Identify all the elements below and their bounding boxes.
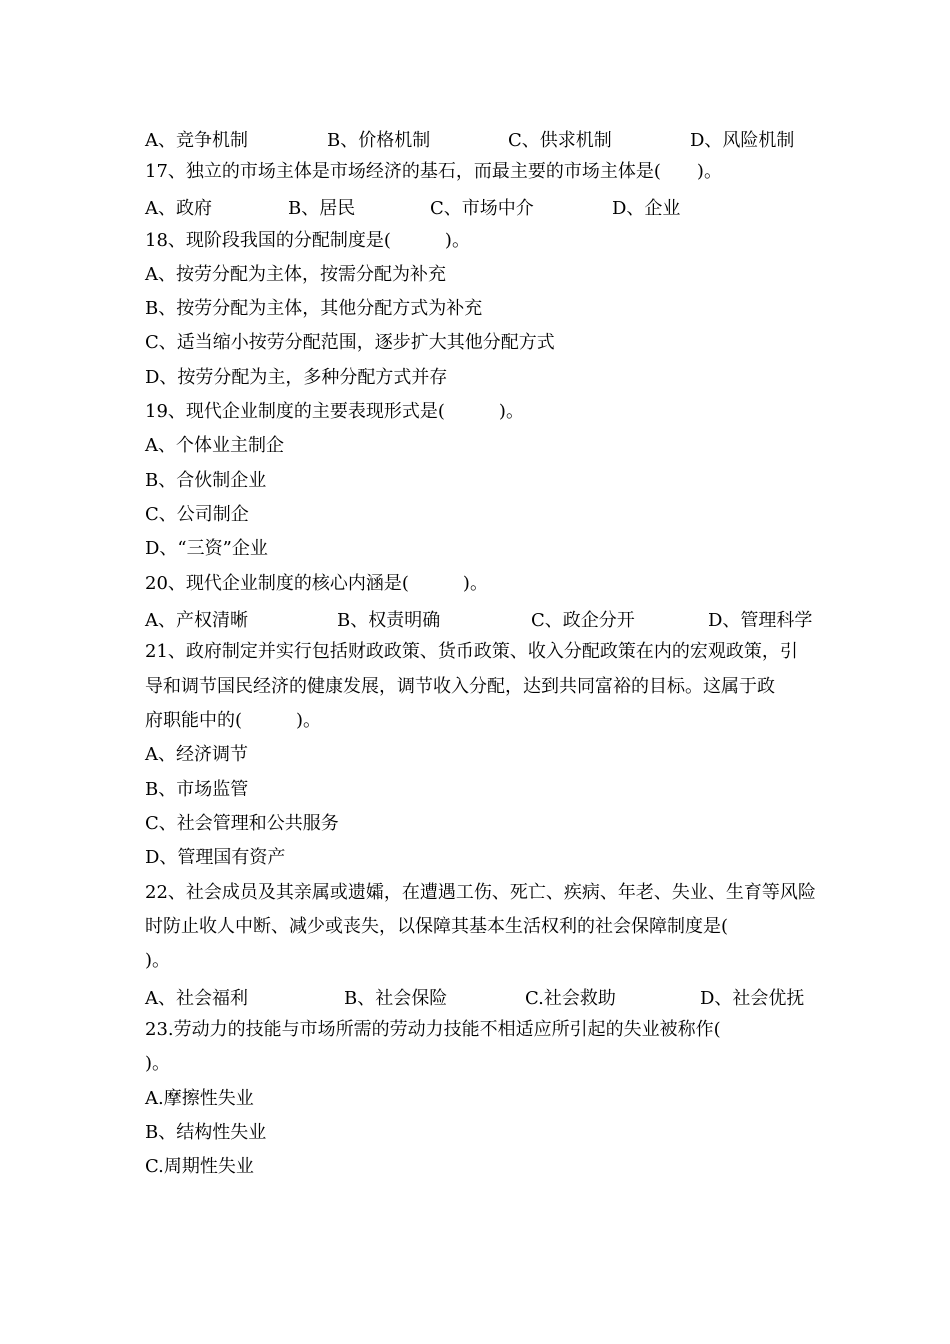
q17-option-b: B、居民 <box>288 198 356 219</box>
q23-option-c: C.周期性失业 <box>145 1156 254 1177</box>
q19-option-d: D、“三资”企业 <box>145 538 268 559</box>
q21-option-c: C、社会管理和公共服务 <box>145 813 339 834</box>
q16-option-d: D、风险机制 <box>690 130 795 151</box>
q20-text: 20、现代企业制度的核心内涵是( )。 <box>145 573 488 594</box>
q22-option-d: D、社会优抚 <box>700 988 805 1009</box>
q18-option-b: B、按劳分配为主体，其他分配方式为补充 <box>145 298 483 319</box>
q22-text-line-2: 时防止收人中断、减少或丧失，以保障其基本生活权利的社会保障制度是( <box>145 916 729 937</box>
q22-text-line-1: 22、社会成员及其亲属或遗孀，在遭遇工伤、死亡、疾病、年老、失业、生育等风险 <box>145 882 816 903</box>
q22-option-a: A、社会福利 <box>145 988 248 1009</box>
q21-option-b: B、市场监管 <box>145 779 249 800</box>
q17-text: 17、独立的市场主体是市场经济的基石，而最主要的市场主体是( )。 <box>145 161 722 182</box>
q17-option-d: D、企业 <box>612 198 681 219</box>
q22-text-line-3: )。 <box>145 950 171 971</box>
q17-option-c: C、市场中介 <box>430 198 534 219</box>
q19-text: 19、现代企业制度的主要表现形式是( )。 <box>145 401 524 422</box>
q21-option-a: A、经济调节 <box>145 744 248 765</box>
q21-text-line-3: 府职能中的( )。 <box>145 710 322 731</box>
q20-option-d: D、管理科学 <box>708 610 813 631</box>
q19-option-a: A、个体业主制企 <box>145 435 284 456</box>
q19-option-c: C、公司制企 <box>145 504 249 525</box>
q18-option-d: D、按劳分配为主，多种分配方式并存 <box>145 367 448 388</box>
q21-option-d: D、管理国有资产 <box>145 847 286 868</box>
q19-option-b: B、合伙制企业 <box>145 470 267 491</box>
q23-text-line-2: )。 <box>145 1053 171 1074</box>
q20-option-a: A、产权清晰 <box>145 610 248 631</box>
q18-option-c: C、适当缩小按劳分配范围，逐步扩大其他分配方式 <box>145 332 555 353</box>
q17-option-a: A、政府 <box>145 198 212 219</box>
q16-option-c: C、供求机制 <box>508 130 612 151</box>
q23-text-line-1: 23.劳动力的技能与市场所需的劳动力技能不相适应所引起的失业被称作( <box>145 1019 721 1040</box>
q18-text: 18、现阶段我国的分配制度是( )。 <box>145 230 470 251</box>
q16-option-a: A、竞争机制 <box>145 130 248 151</box>
q23-option-a: A.摩擦性失业 <box>145 1088 254 1109</box>
q22-option-c: C.社会救助 <box>525 988 616 1009</box>
q16-option-b: B、价格机制 <box>327 130 431 151</box>
q20-option-b: B、权责明确 <box>337 610 441 631</box>
q22-option-b: B、社会保险 <box>344 988 448 1009</box>
q20-option-c: C、政企分开 <box>531 610 635 631</box>
q23-option-b: B、结构性失业 <box>145 1122 267 1143</box>
q21-text-line-2: 导和调节国民经济的健康发展，调节收入分配，达到共同富裕的目标。这属于政 <box>145 676 775 697</box>
q21-text-line-1: 21、政府制定并实行包括财政政策、货币政策、收入分配政策在内的宏观政策，引 <box>145 641 798 662</box>
q18-option-a: A、按劳分配为主体，按需分配为补充 <box>145 264 446 285</box>
